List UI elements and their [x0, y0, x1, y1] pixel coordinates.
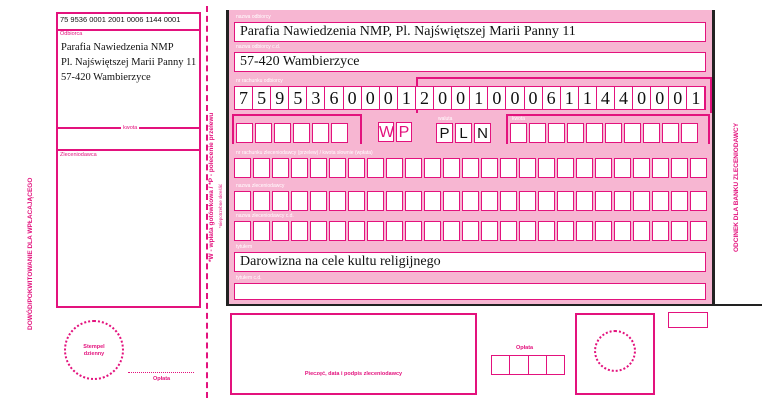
- input-cell[interactable]: [405, 158, 422, 178]
- currency-char-1: P: [436, 123, 453, 143]
- stub-amount-bottom-divider: [56, 149, 201, 151]
- input-cell[interactable]: [624, 123, 641, 143]
- input-cell[interactable]: [443, 221, 460, 241]
- stub-recipient-line-1: Parafia Nawiedzenia NMP: [61, 42, 174, 53]
- input-cell[interactable]: [529, 123, 546, 143]
- input-cell[interactable]: [576, 221, 593, 241]
- account-digit: 0: [452, 87, 470, 109]
- input-cell[interactable]: [424, 221, 441, 241]
- recipient-name-cont-label: nazwa odbiorcy c.d.: [236, 44, 281, 50]
- input-cell[interactable]: [255, 123, 272, 143]
- payer-name-label: nazwa zleceniodawcy: [236, 183, 285, 189]
- account-digit: 2: [416, 87, 434, 109]
- account-digit: 0: [633, 87, 651, 109]
- bank-stamp-circle: [594, 330, 636, 372]
- input-cell[interactable]: [481, 221, 498, 241]
- input-cell[interactable]: [293, 123, 310, 143]
- stamp-label: Stempel dzienny: [83, 344, 105, 357]
- input-cell[interactable]: [236, 123, 253, 143]
- currency-char-3: N: [474, 123, 491, 143]
- account-digit: 1: [398, 87, 416, 109]
- recipient-name-label: nazwa odbiorcy: [236, 14, 271, 20]
- title-cont-label: tytułem c.d.: [236, 275, 262, 281]
- account-digit: 1: [561, 87, 579, 109]
- type-code-p[interactable]: P: [396, 122, 412, 142]
- input-cell[interactable]: [595, 221, 612, 241]
- currency-field[interactable]: [436, 123, 493, 143]
- payer-account-cells[interactable]: [234, 158, 709, 178]
- input-cell[interactable]: [500, 158, 517, 178]
- input-cell[interactable]: [462, 158, 479, 178]
- left-code-cells[interactable]: [236, 123, 350, 143]
- input-cell[interactable]: [652, 158, 669, 178]
- input-cell[interactable]: [310, 158, 327, 178]
- input-cell[interactable]: [329, 191, 346, 211]
- recipient-name-field[interactable]: [234, 22, 706, 42]
- input-cell[interactable]: [576, 158, 593, 178]
- right-corner-box: [668, 312, 708, 328]
- input-cell[interactable]: [443, 191, 460, 211]
- input-cell[interactable]: [312, 123, 329, 143]
- stub-recipient-label: Odbiorca: [60, 31, 83, 37]
- input-cell[interactable]: [633, 191, 650, 211]
- input-cell[interactable]: [652, 191, 669, 211]
- input-cell[interactable]: [253, 191, 270, 211]
- input-cell[interactable]: [234, 221, 251, 241]
- input-cell[interactable]: [690, 158, 707, 178]
- input-cell[interactable]: [519, 221, 536, 241]
- input-cell[interactable]: [576, 191, 593, 211]
- stub-amount-box[interactable]: [56, 129, 201, 149]
- account-digit: 0: [669, 87, 687, 109]
- input-cell[interactable]: [272, 191, 289, 211]
- title-cont-field[interactable]: [234, 283, 706, 300]
- account-digit: 6: [325, 87, 343, 109]
- input-cell[interactable]: [234, 191, 251, 211]
- input-cell[interactable]: [614, 221, 631, 241]
- input-cell[interactable]: [510, 123, 527, 143]
- account-digit: 0: [525, 87, 543, 109]
- input-cell[interactable]: [253, 158, 270, 178]
- title-value: Darowizna na cele kultu religijnego: [240, 254, 441, 269]
- input-cell[interactable]: [481, 191, 498, 211]
- input-cell[interactable]: [557, 191, 574, 211]
- title-field[interactable]: [234, 252, 706, 272]
- account-digit: 1: [470, 87, 488, 109]
- recipient-name-cont-value: 57-420 Wambierzyce: [240, 54, 360, 69]
- payer-name-cont-label: nazwa zleceniodawcy c.d.: [236, 213, 294, 219]
- input-cell[interactable]: [538, 191, 555, 211]
- form-bottom-border: [226, 304, 762, 306]
- input-cell[interactable]: [253, 221, 270, 241]
- input-cell[interactable]: [557, 221, 574, 241]
- input-cell[interactable]: [386, 191, 403, 211]
- input-cell[interactable]: [272, 158, 289, 178]
- input-cell[interactable]: [348, 191, 365, 211]
- account-digit: 7: [235, 87, 253, 109]
- form-right-border: [712, 10, 715, 306]
- signature-box[interactable]: [230, 313, 477, 395]
- bottom-fee-cells[interactable]: [491, 355, 565, 375]
- stub-amount-label: kwota: [123, 125, 138, 131]
- input-cell[interactable]: [690, 191, 707, 211]
- account-digit: 5: [289, 87, 307, 109]
- input-cell[interactable]: [274, 123, 291, 143]
- input-cell[interactable]: [557, 158, 574, 178]
- account-digit: 0: [344, 87, 362, 109]
- input-cell[interactable]: [443, 158, 460, 178]
- input-cell[interactable]: [234, 158, 251, 178]
- account-label: nr rachunku odbiorcy: [236, 78, 283, 84]
- input-cell[interactable]: [643, 123, 660, 143]
- account-digit: 6: [543, 87, 561, 109]
- stub-fee-label: Opłata: [153, 376, 171, 382]
- input-cell[interactable]: [586, 123, 603, 143]
- input-cell[interactable]: [595, 158, 612, 178]
- input-cell[interactable]: [652, 221, 669, 241]
- input-cell[interactable]: [386, 158, 403, 178]
- input-cell[interactable]: [310, 221, 327, 241]
- input-cell[interactable]: [405, 191, 422, 211]
- account-digit: 1: [687, 87, 705, 109]
- input-cell[interactable]: [310, 191, 327, 211]
- input-cell[interactable]: [500, 191, 517, 211]
- stub-fee-line: [128, 372, 194, 373]
- left-side-label: DOWÓD/POKWITOWANIE DLA WPŁACAJĄCEGO: [27, 177, 34, 330]
- input-cell[interactable]: [424, 191, 441, 211]
- account-digit: 1: [579, 87, 597, 109]
- input-cell[interactable]: [662, 123, 679, 143]
- input-cell[interactable]: [291, 158, 308, 178]
- input-cell[interactable]: [671, 191, 688, 211]
- input-cell[interactable]: [367, 221, 384, 241]
- account-digit: 5: [253, 87, 271, 109]
- payment-type-subnote: *niepotrzebne skreślić: [218, 183, 223, 228]
- recipient-name-value: Parafia Nawiedzenia NMP, Pl. Najświętszej Marii Panny 11: [240, 24, 576, 39]
- signature-label: Pieczęć, data i podpis zleceniodawcy: [304, 371, 403, 377]
- input-cell[interactable]: [329, 221, 346, 241]
- input-cell[interactable]: [605, 123, 622, 143]
- account-digit: 4: [597, 87, 615, 109]
- payer-name-cells[interactable]: [234, 191, 709, 211]
- input-cell[interactable]: [519, 158, 536, 178]
- input-cell[interactable]: [481, 158, 498, 178]
- input-cell[interactable]: [331, 123, 348, 143]
- stub-account-number: 75 9536 0001 2001 0006 1144 0001: [60, 15, 181, 24]
- account-digit: 9: [271, 87, 289, 109]
- input-cell[interactable]: [367, 158, 384, 178]
- input-cell[interactable]: [690, 221, 707, 241]
- amount-label: kwota: [512, 116, 526, 122]
- input-cell[interactable]: [405, 221, 422, 241]
- account-digit: 0: [434, 87, 452, 109]
- input-cell[interactable]: [462, 221, 479, 241]
- input-cell[interactable]: [500, 221, 517, 241]
- input-cell[interactable]: [567, 123, 584, 143]
- input-cell[interactable]: [291, 191, 308, 211]
- input-cell[interactable]: [367, 191, 384, 211]
- input-cell[interactable]: [348, 158, 365, 178]
- account-digit: 0: [380, 87, 398, 109]
- account-digit: 0: [488, 87, 506, 109]
- currency-label: waluta: [438, 116, 453, 122]
- input-cell[interactable]: [671, 221, 688, 241]
- account-digit: 0: [362, 87, 380, 109]
- account-digit: 0: [506, 87, 524, 109]
- type-code-w[interactable]: W: [379, 124, 395, 141]
- input-cell[interactable]: [424, 158, 441, 178]
- title-label: tytułem: [236, 244, 253, 250]
- payer-name-cont-cells[interactable]: [234, 221, 709, 241]
- input-cell[interactable]: [548, 123, 565, 143]
- input-cell[interactable]: [633, 221, 650, 241]
- input-cell[interactable]: [614, 191, 631, 211]
- stub-recipient-line-2: Pl. Najświętszej Marii Panny 11: [61, 57, 197, 68]
- input-cell[interactable]: [291, 221, 308, 241]
- input-cell[interactable]: [329, 158, 346, 178]
- input-cell[interactable]: [272, 221, 289, 241]
- payer-account-label: nr rachunku zleceniodawcy (przelew) / kwota słownie (wpłata): [236, 150, 373, 156]
- right-side-label: ODCINEK DLA BANKU ZLECENIODAWCY: [733, 122, 740, 252]
- input-cell[interactable]: [348, 221, 365, 241]
- input-cell[interactable]: [538, 158, 555, 178]
- account-number-field[interactable]: [234, 86, 706, 110]
- form-left-border: [226, 10, 229, 306]
- amount-cells[interactable]: [510, 123, 700, 143]
- account-digit: 0: [651, 87, 669, 109]
- input-cell[interactable]: [519, 191, 536, 211]
- stub-payer-label: Zleceniodawca: [60, 152, 97, 158]
- input-cell[interactable]: [538, 221, 555, 241]
- stub-recipient-line-3: 57-420 Wambierzyce: [61, 72, 151, 83]
- input-cell[interactable]: [681, 123, 698, 143]
- account-digit: 4: [615, 87, 633, 109]
- account-digit: 3: [307, 87, 325, 109]
- input-cell[interactable]: [614, 158, 631, 178]
- bottom-fee-label: Opłata: [516, 345, 534, 351]
- input-cell[interactable]: [462, 191, 479, 211]
- input-cell[interactable]: [671, 158, 688, 178]
- input-cell[interactable]: [633, 158, 650, 178]
- payment-type-note: *W - wpłata gotówkowa / *P - polecenie przelewu: [208, 112, 215, 262]
- recipient-name-cont-field[interactable]: [234, 52, 706, 72]
- input-cell[interactable]: [386, 221, 403, 241]
- currency-char-2: L: [455, 123, 472, 143]
- input-cell[interactable]: [595, 191, 612, 211]
